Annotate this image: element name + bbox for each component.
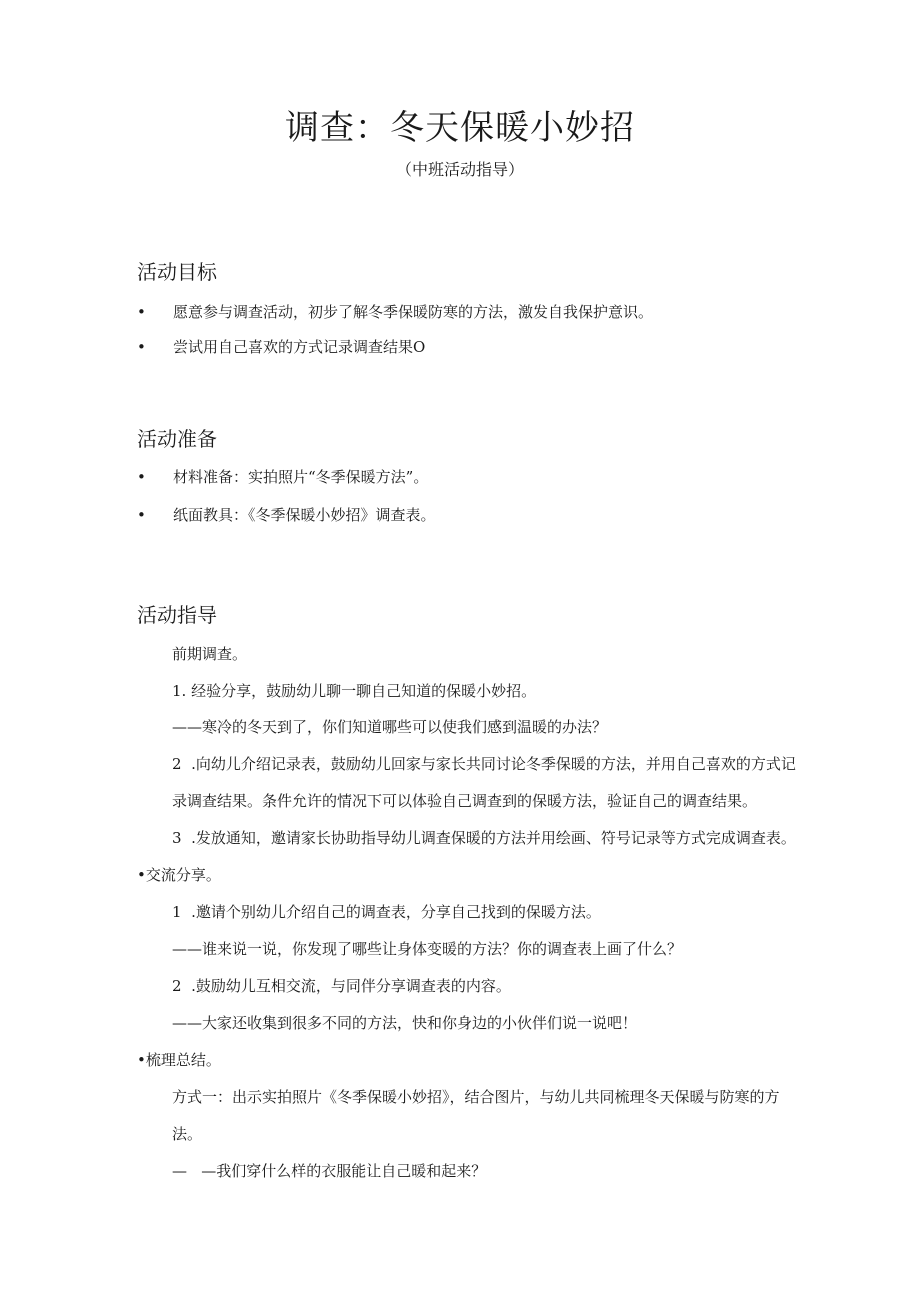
guide-line: 方式一：出示实拍照片《冬季保暖小妙招》，结合图片，与幼儿共同梳理冬天保暖与防寒的方 [172,1088,780,1106]
guide-line: 2 .鼓励幼儿互相交流，与同伴分享调查表的内容。 [172,977,511,995]
guide-line: 前期调查。 [172,645,248,663]
guide-line: ——谁来说一说，你发现了哪些让身体变暖的方法？你的调查表上画了什么？ [172,940,683,958]
guide-line: ——大家还收集到很多不同的方法，快和你身边的小伙伴们说一说吧！ [172,1014,638,1032]
bullet-icon: • [137,866,146,884]
bullet-icon: • [137,338,146,356]
guide-subheading: •交流分享。 [137,866,221,884]
guide-line: 3 .发放通知，邀请家长协助指导幼儿调查保暖的方法并用绘画、符号记录等方式完成调查表。 [172,829,796,847]
prep-item: • 纸面教具：《冬季保暖小妙招》调查表。 [137,506,436,524]
goal-item: • 尝试用自己喜欢的方式记录调查结果O [137,338,426,356]
section-heading-prep: 活动准备 [137,427,217,451]
bullet-icon: • [137,1051,146,1069]
section-heading-guide: 活动指导 [137,603,217,627]
guide-line: 2 .向幼儿介绍记录表，鼓励幼儿回家与家长共同讨论冬季保暖的方法，并用自己喜欢的方式记 [172,755,796,773]
section-heading-goals: 活动目标 [137,260,217,284]
guide-subheading: •梳理总结。 [137,1051,221,1069]
guide-line: 1 .邀请个别幼儿介绍自己的调查表，分享自己找到的保暖方法。 [172,903,601,921]
bullet-icon: • [137,468,146,486]
goal-item: • 愿意参与调查活动，初步了解冬季保暖防寒的方法，激发自我保护意识。 [137,303,654,321]
prep-item: • 材料准备：实拍照片“冬季保暖方法”。 [137,468,429,486]
document-subtitle: （中班活动指导） [395,160,524,179]
bullet-icon: • [137,506,146,524]
guide-line: ——寒冷的冬天到了，你们知道哪些可以使我们感到温暖的办法？ [172,718,608,736]
guide-line: 录调查结果。条件允许的情况下可以体验自己调查到的保暖方法，验证自己的调查结果。 [172,792,758,810]
document-title: 调查：冬天保暖小妙招 [285,108,635,148]
guide-line: 法。 [172,1125,203,1143]
guide-line: — —我们穿什么样的衣服能让自己暖和起来？ [172,1162,487,1180]
guide-line: 1. 经验分享，鼓励幼儿聊一聊自己知道的保暖小妙招。 [172,682,537,700]
bullet-icon: • [137,303,146,321]
